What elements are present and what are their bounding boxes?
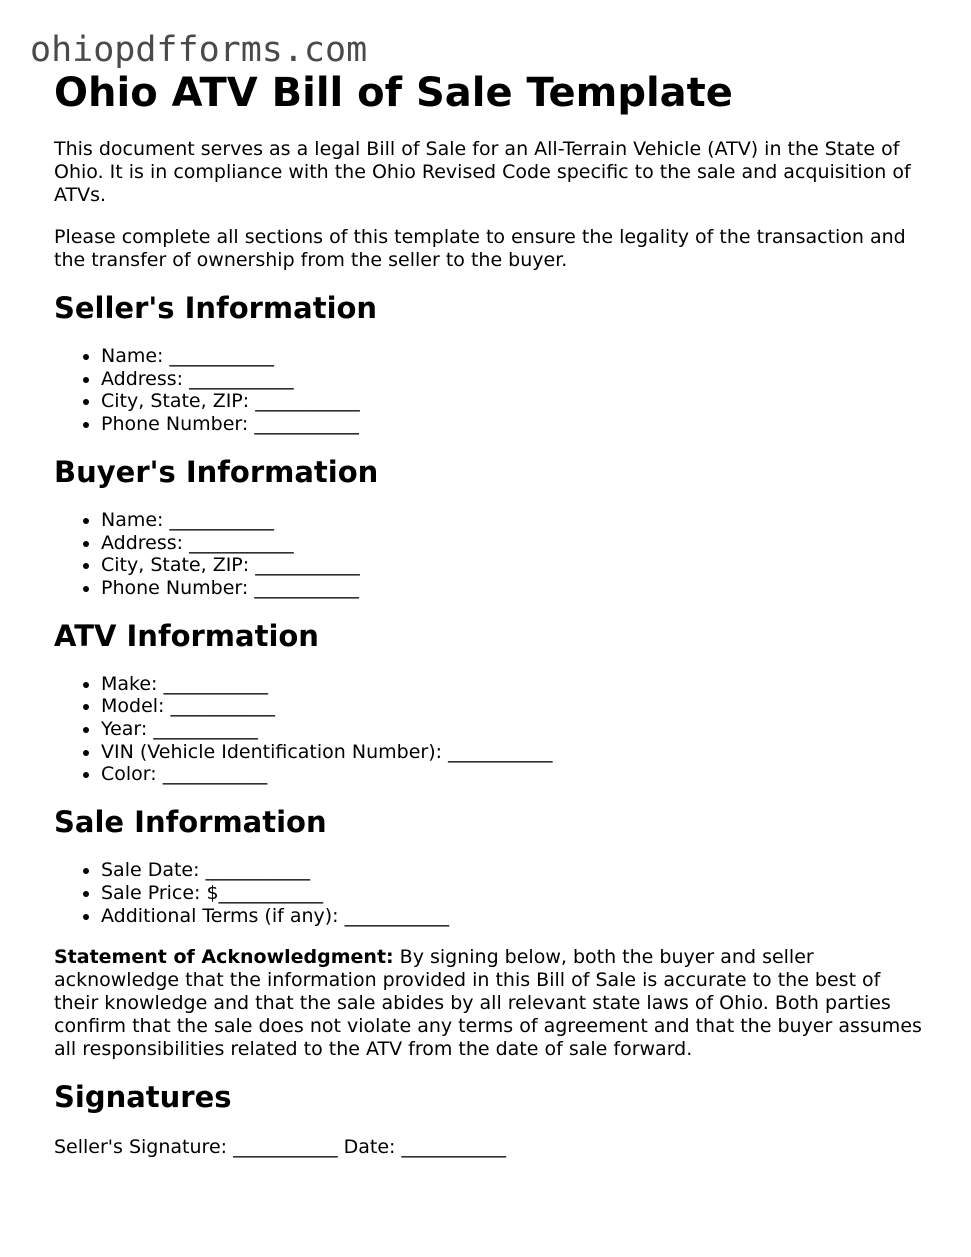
section-heading-sale: Sale Information	[54, 805, 327, 840]
buyer-city-state-zip-field: • City, State, ZIP: ___________	[101, 554, 922, 577]
sale-price-field: • Sale Price: $___________	[101, 882, 922, 905]
atv-color-field: • Color: ___________	[101, 763, 922, 786]
seller-info-list	[54, 345, 922, 436]
seller-name-field: • Name: ___________	[101, 345, 922, 368]
acknowledgment-label: Statement of Acknowledgment:	[54, 946, 394, 969]
section-heading-seller: Seller's Information	[54, 291, 378, 325]
sale-date-field: • Sale Date: ___________	[101, 859, 922, 882]
seller-address-field: • Address: ___________	[101, 368, 922, 391]
additional-terms-field: • Additional Terms (if any): ___________	[101, 905, 922, 928]
atv-model-field: • Model: ___________	[101, 695, 922, 718]
buyer-phone-field: • Phone Number: ___________	[101, 577, 922, 600]
atv-year-field: • Year: ___________	[101, 718, 922, 741]
section-heading-buyer: Buyer's Information	[54, 454, 379, 489]
seller-phone-field: • Phone Number: ___________	[101, 413, 922, 436]
watermark: ohiopdfforms.com	[30, 30, 368, 70]
acknowledgment-text: By signing below, both the buyer and seller acknowledge that the information provided in this Bill of Sale is accurate to the best of their knowledge and that the sale abides by all relevant state laws of Ohio. Both parties confirm that the sale does not violate any terms of agreement and that the buyer assumes all responsibilities related to the ATV from the date of sale forward.	[54, 946, 922, 1061]
section-heading-signatures: Signatures	[54, 1080, 232, 1115]
buyer-address-field: • Address: ___________	[101, 532, 922, 555]
intro-paragraph: Please complete all sections of this template to ensure the legality of the transaction and the transfer of ownership from the seller to the buyer.	[54, 226, 906, 271]
seller-city-state-zip-field: • City, State, ZIP: ___________	[101, 390, 922, 413]
buyer-info-list	[54, 509, 922, 600]
atv-vin-field: • VIN (Vehicle Identification Number): ___________	[101, 741, 922, 764]
acknowledgment-statement	[54, 946, 922, 1061]
document-page	[54, 70, 922, 1159]
sale-info-list	[54, 859, 922, 927]
seller-signature-line: Seller's Signature: ___________ Date: ___________	[54, 1136, 506, 1159]
buyer-name-field: • Name: ___________	[101, 509, 922, 532]
page-title: Ohio ATV Bill of Sale Template	[54, 70, 733, 116]
intro-paragraph: This document serves as a legal Bill of Sale for an All-Terrain Vehicle (ATV) in the State of Ohio. It is in compliance with the Ohio Revised Code specific to the sale and acquisition of ATVs.	[54, 138, 911, 206]
section-heading-atv: ATV Information	[54, 618, 319, 653]
atv-info-list	[54, 673, 922, 787]
atv-make-field: • Make: ___________	[101, 673, 922, 696]
